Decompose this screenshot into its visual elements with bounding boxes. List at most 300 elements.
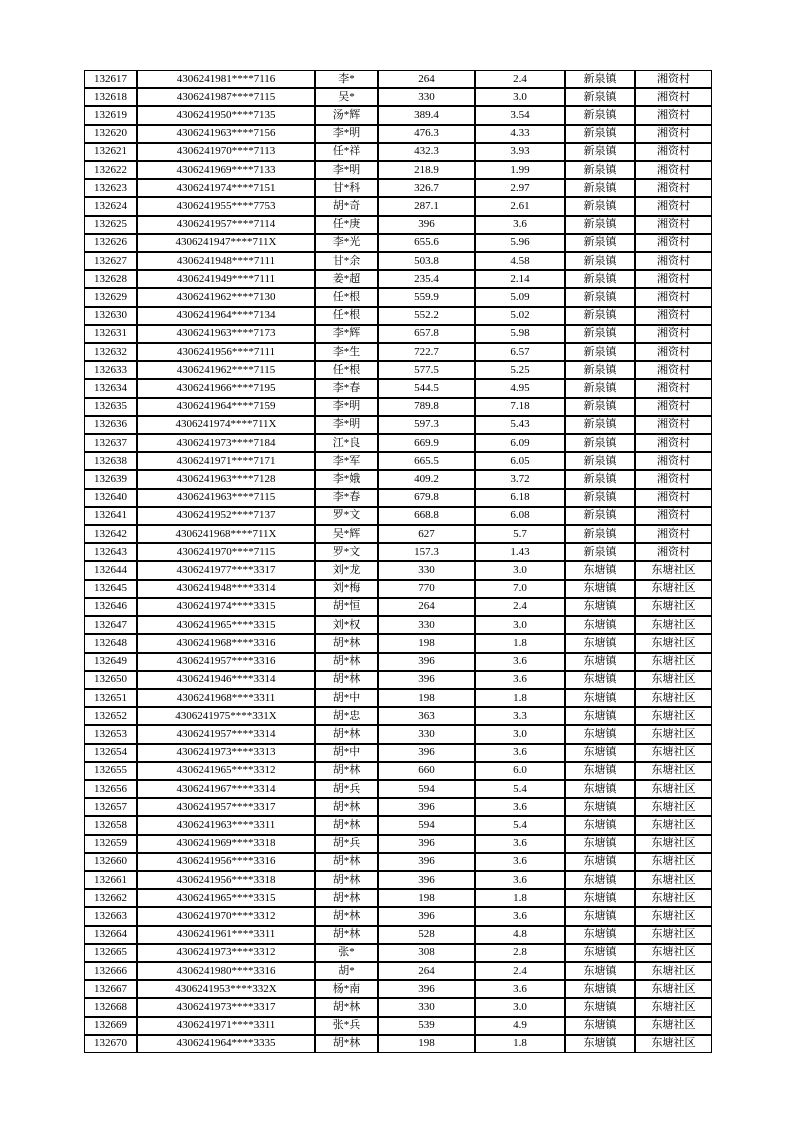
table-row <box>84 288 712 306</box>
table-row <box>84 926 712 944</box>
town-cell: 东塘镇 <box>565 944 635 962</box>
rate-cell: 3.0 <box>475 616 565 634</box>
town-cell: 东塘镇 <box>565 653 635 671</box>
masked-id-cell: 4306241967****3314 <box>137 780 315 798</box>
rate-cell: 3.6 <box>475 653 565 671</box>
name-cell: 胡*林 <box>315 762 378 780</box>
village-cell: 湘资村 <box>635 507 712 525</box>
name-cell: 任*庚 <box>315 216 378 234</box>
amount-cell: 627 <box>378 525 475 543</box>
amount-cell: 157.3 <box>378 543 475 561</box>
name-cell: 吴* <box>315 88 378 106</box>
amount-cell: 657.8 <box>378 325 475 343</box>
table-row <box>84 907 712 925</box>
town-cell: 新泉镇 <box>565 216 635 234</box>
village-cell: 湘资村 <box>635 379 712 397</box>
town-cell: 东塘镇 <box>565 561 635 579</box>
town-cell: 东塘镇 <box>565 907 635 925</box>
table-row <box>84 270 712 288</box>
village-cell: 东塘社区 <box>635 561 712 579</box>
rate-cell: 3.6 <box>475 835 565 853</box>
name-cell: 张*兵 <box>315 1017 378 1035</box>
name-cell: 任*根 <box>315 288 378 306</box>
amount-cell: 396 <box>378 671 475 689</box>
amount-cell: 218.9 <box>378 161 475 179</box>
rate-cell: 1.8 <box>475 634 565 652</box>
town-cell: 东塘镇 <box>565 980 635 998</box>
serial-number-cell: 132655 <box>84 762 137 780</box>
masked-id-cell: 4306241964****7134 <box>137 307 315 325</box>
rate-cell: 3.54 <box>475 106 565 124</box>
serial-number-cell: 132653 <box>84 725 137 743</box>
serial-number-cell: 132642 <box>84 525 137 543</box>
rate-cell: 5.4 <box>475 816 565 834</box>
town-cell: 东塘镇 <box>565 744 635 762</box>
amount-cell: 559.9 <box>378 288 475 306</box>
name-cell: 胡*林 <box>315 926 378 944</box>
masked-id-cell: 4306241952****7137 <box>137 507 315 525</box>
village-cell: 湘资村 <box>635 307 712 325</box>
rate-cell: 2.14 <box>475 270 565 288</box>
town-cell: 东塘镇 <box>565 1035 635 1053</box>
rate-cell: 3.0 <box>475 88 565 106</box>
table-row <box>84 561 712 579</box>
serial-number-cell: 132637 <box>84 434 137 452</box>
name-cell: 胡*林 <box>315 889 378 907</box>
table-row <box>84 489 712 507</box>
name-cell: 胡*林 <box>315 634 378 652</box>
village-cell: 东塘社区 <box>635 835 712 853</box>
amount-cell: 264 <box>378 70 475 88</box>
town-cell: 新泉镇 <box>565 234 635 252</box>
town-cell: 新泉镇 <box>565 525 635 543</box>
amount-cell: 198 <box>378 889 475 907</box>
masked-id-cell: 4306241956****7111 <box>137 343 315 361</box>
town-cell: 东塘镇 <box>565 762 635 780</box>
table-row <box>84 871 712 889</box>
table-row <box>84 725 712 743</box>
name-cell: 李*明 <box>315 398 378 416</box>
village-cell: 东塘社区 <box>635 926 712 944</box>
village-cell: 湘资村 <box>635 252 712 270</box>
rate-cell: 3.6 <box>475 980 565 998</box>
serial-number-cell: 132668 <box>84 998 137 1016</box>
name-cell: 李*娥 <box>315 470 378 488</box>
village-cell: 湘资村 <box>635 143 712 161</box>
amount-cell: 396 <box>378 744 475 762</box>
town-cell: 新泉镇 <box>565 543 635 561</box>
table-row <box>84 634 712 652</box>
serial-number-cell: 132628 <box>84 270 137 288</box>
town-cell: 东塘镇 <box>565 616 635 634</box>
village-cell: 东塘社区 <box>635 653 712 671</box>
serial-number-cell: 132656 <box>84 780 137 798</box>
masked-id-cell: 4306241969****7133 <box>137 161 315 179</box>
amount-cell: 330 <box>378 725 475 743</box>
masked-id-cell: 4306241980****3316 <box>137 962 315 980</box>
masked-id-cell: 4306241957****3314 <box>137 725 315 743</box>
village-cell: 湘资村 <box>635 361 712 379</box>
town-cell: 新泉镇 <box>565 179 635 197</box>
table-row <box>84 671 712 689</box>
rate-cell: 4.33 <box>475 125 565 143</box>
rate-cell: 3.6 <box>475 216 565 234</box>
amount-cell: 396 <box>378 653 475 671</box>
name-cell: 胡*林 <box>315 853 378 871</box>
name-cell: 胡*中 <box>315 689 378 707</box>
town-cell: 新泉镇 <box>565 161 635 179</box>
name-cell: 李*春 <box>315 489 378 507</box>
masked-id-cell: 4306241964****7159 <box>137 398 315 416</box>
table-row <box>84 106 712 124</box>
amount-cell: 668.8 <box>378 507 475 525</box>
rate-cell: 5.4 <box>475 780 565 798</box>
amount-cell: 330 <box>378 616 475 634</box>
town-cell: 新泉镇 <box>565 470 635 488</box>
village-cell: 东塘社区 <box>635 871 712 889</box>
village-cell: 湘资村 <box>635 343 712 361</box>
name-cell: 李*辉 <box>315 325 378 343</box>
town-cell: 东塘镇 <box>565 998 635 1016</box>
village-cell: 东塘社区 <box>635 907 712 925</box>
table-row <box>84 543 712 561</box>
amount-cell: 577.5 <box>378 361 475 379</box>
village-cell: 东塘社区 <box>635 762 712 780</box>
masked-id-cell: 4306241962****7115 <box>137 361 315 379</box>
rate-cell: 6.09 <box>475 434 565 452</box>
serial-number-cell: 132619 <box>84 106 137 124</box>
town-cell: 东塘镇 <box>565 689 635 707</box>
village-cell: 湘资村 <box>635 216 712 234</box>
amount-cell: 597.3 <box>378 416 475 434</box>
town-cell: 新泉镇 <box>565 143 635 161</box>
table-row <box>84 125 712 143</box>
masked-id-cell: 4306241947****711X <box>137 234 315 252</box>
serial-number-cell: 132670 <box>84 1035 137 1053</box>
masked-id-cell: 4306241970****7113 <box>137 143 315 161</box>
town-cell: 新泉镇 <box>565 416 635 434</box>
table-row <box>84 434 712 452</box>
table-row <box>84 470 712 488</box>
masked-id-cell: 4306241957****7114 <box>137 216 315 234</box>
rate-cell: 3.6 <box>475 871 565 889</box>
table-row <box>84 744 712 762</box>
masked-id-cell: 4306241987****7115 <box>137 88 315 106</box>
masked-id-cell: 4306241975****331X <box>137 707 315 725</box>
rate-cell: 6.05 <box>475 452 565 470</box>
name-cell: 胡*忠 <box>315 707 378 725</box>
table-row <box>84 398 712 416</box>
town-cell: 新泉镇 <box>565 325 635 343</box>
table-row <box>84 616 712 634</box>
town-cell: 新泉镇 <box>565 361 635 379</box>
village-cell: 湘资村 <box>635 452 712 470</box>
rate-cell: 7.0 <box>475 580 565 598</box>
name-cell: 杨*南 <box>315 980 378 998</box>
serial-number-cell: 132634 <box>84 379 137 397</box>
village-cell: 东塘社区 <box>635 962 712 980</box>
serial-number-cell: 132662 <box>84 889 137 907</box>
town-cell: 新泉镇 <box>565 307 635 325</box>
village-cell: 东塘社区 <box>635 889 712 907</box>
town-cell: 新泉镇 <box>565 288 635 306</box>
rate-cell: 4.95 <box>475 379 565 397</box>
table-row <box>84 944 712 962</box>
town-cell: 东塘镇 <box>565 598 635 616</box>
serial-number-cell: 132625 <box>84 216 137 234</box>
village-cell: 湘资村 <box>635 398 712 416</box>
masked-id-cell: 4306241956****3318 <box>137 871 315 889</box>
town-cell: 新泉镇 <box>565 106 635 124</box>
masked-id-cell: 4306241965****3312 <box>137 762 315 780</box>
rate-cell: 3.6 <box>475 853 565 871</box>
masked-id-cell: 4306241961****3311 <box>137 926 315 944</box>
name-cell: 吴*辉 <box>315 525 378 543</box>
masked-id-cell: 4306241966****7195 <box>137 379 315 397</box>
table-row <box>84 580 712 598</box>
amount-cell: 665.5 <box>378 452 475 470</box>
masked-id-cell: 4306241970****3312 <box>137 907 315 925</box>
rate-cell: 2.61 <box>475 197 565 215</box>
name-cell: 罗*文 <box>315 543 378 561</box>
serial-number-cell: 132667 <box>84 980 137 998</box>
amount-cell: 594 <box>378 816 475 834</box>
name-cell: 胡*兵 <box>315 835 378 853</box>
amount-cell: 544.5 <box>378 379 475 397</box>
masked-id-cell: 4306241946****3314 <box>137 671 315 689</box>
name-cell: 罗*文 <box>315 507 378 525</box>
town-cell: 东塘镇 <box>565 634 635 652</box>
masked-id-cell: 4306241957****3317 <box>137 798 315 816</box>
town-cell: 东塘镇 <box>565 780 635 798</box>
masked-id-cell: 4306241968****3311 <box>137 689 315 707</box>
masked-id-cell: 4306241981****7116 <box>137 70 315 88</box>
rate-cell: 1.43 <box>475 543 565 561</box>
masked-id-cell: 4306241977****3317 <box>137 561 315 579</box>
masked-id-cell: 4306241957****3316 <box>137 653 315 671</box>
village-cell: 湘资村 <box>635 434 712 452</box>
amount-cell: 235.4 <box>378 270 475 288</box>
rate-cell: 5.98 <box>475 325 565 343</box>
town-cell: 新泉镇 <box>565 379 635 397</box>
amount-cell: 198 <box>378 689 475 707</box>
serial-number-cell: 132632 <box>84 343 137 361</box>
village-cell: 湘资村 <box>635 288 712 306</box>
serial-number-cell: 132640 <box>84 489 137 507</box>
rate-cell: 5.43 <box>475 416 565 434</box>
serial-number-cell: 132633 <box>84 361 137 379</box>
table-row <box>84 707 712 725</box>
name-cell: 李*生 <box>315 343 378 361</box>
serial-number-cell: 132649 <box>84 653 137 671</box>
table-row <box>84 70 712 88</box>
village-cell: 东塘社区 <box>635 998 712 1016</box>
rate-cell: 3.6 <box>475 798 565 816</box>
table-row <box>84 379 712 397</box>
town-cell: 新泉镇 <box>565 507 635 525</box>
name-cell: 李*光 <box>315 234 378 252</box>
table-row <box>84 798 712 816</box>
amount-cell: 396 <box>378 907 475 925</box>
town-cell: 新泉镇 <box>565 270 635 288</box>
town-cell: 东塘镇 <box>565 926 635 944</box>
town-cell: 东塘镇 <box>565 1017 635 1035</box>
village-cell: 湘资村 <box>635 543 712 561</box>
rate-cell: 6.57 <box>475 343 565 361</box>
name-cell: 刘*梅 <box>315 580 378 598</box>
town-cell: 新泉镇 <box>565 252 635 270</box>
amount-cell: 330 <box>378 88 475 106</box>
masked-id-cell: 4306241974****711X <box>137 416 315 434</box>
serial-number-cell: 132665 <box>84 944 137 962</box>
masked-id-cell: 4306241948****3314 <box>137 580 315 598</box>
village-cell: 东塘社区 <box>635 744 712 762</box>
amount-cell: 396 <box>378 216 475 234</box>
serial-number-cell: 132644 <box>84 561 137 579</box>
village-cell: 湘资村 <box>635 70 712 88</box>
serial-number-cell: 132623 <box>84 179 137 197</box>
village-cell: 湘资村 <box>635 525 712 543</box>
serial-number-cell: 132638 <box>84 452 137 470</box>
rate-cell: 2.4 <box>475 962 565 980</box>
masked-id-cell: 4306241971****3311 <box>137 1017 315 1035</box>
serial-number-cell: 132654 <box>84 744 137 762</box>
serial-number-cell: 132664 <box>84 926 137 944</box>
village-cell: 东塘社区 <box>635 1017 712 1035</box>
village-cell: 东塘社区 <box>635 944 712 962</box>
table-row <box>84 598 712 616</box>
rate-cell: 6.08 <box>475 507 565 525</box>
table-row <box>84 889 712 907</box>
village-cell: 湘资村 <box>635 106 712 124</box>
amount-cell: 396 <box>378 835 475 853</box>
name-cell: 李* <box>315 70 378 88</box>
table-row <box>84 452 712 470</box>
table-row <box>84 416 712 434</box>
village-cell: 东塘社区 <box>635 780 712 798</box>
serial-number-cell: 132651 <box>84 689 137 707</box>
town-cell: 新泉镇 <box>565 398 635 416</box>
table-row <box>84 88 712 106</box>
table-row <box>84 998 712 1016</box>
rate-cell: 1.99 <box>475 161 565 179</box>
rate-cell: 2.4 <box>475 70 565 88</box>
masked-id-cell: 4306241964****3335 <box>137 1035 315 1053</box>
masked-id-cell: 4306241949****7111 <box>137 270 315 288</box>
name-cell: 甘*科 <box>315 179 378 197</box>
name-cell: 张* <box>315 944 378 962</box>
rate-cell: 1.8 <box>475 1035 565 1053</box>
village-cell: 湘资村 <box>635 270 712 288</box>
village-cell: 湘资村 <box>635 88 712 106</box>
masked-id-cell: 4306241968****3316 <box>137 634 315 652</box>
amount-cell: 363 <box>378 707 475 725</box>
table-row <box>84 507 712 525</box>
town-cell: 新泉镇 <box>565 197 635 215</box>
amount-cell: 476.3 <box>378 125 475 143</box>
masked-id-cell: 4306241971****7171 <box>137 452 315 470</box>
amount-cell: 552.2 <box>378 307 475 325</box>
table-row <box>84 216 712 234</box>
village-cell: 湘资村 <box>635 197 712 215</box>
village-cell: 东塘社区 <box>635 725 712 743</box>
rate-cell: 3.3 <box>475 707 565 725</box>
town-cell: 新泉镇 <box>565 489 635 507</box>
amount-cell: 326.7 <box>378 179 475 197</box>
name-cell: 李*军 <box>315 452 378 470</box>
serial-number-cell: 132643 <box>84 543 137 561</box>
town-cell: 东塘镇 <box>565 816 635 834</box>
masked-id-cell: 4306241948****7111 <box>137 252 315 270</box>
amount-cell: 308 <box>378 944 475 962</box>
serial-number-cell: 132617 <box>84 70 137 88</box>
table-row <box>84 143 712 161</box>
name-cell: 甘*余 <box>315 252 378 270</box>
table-row <box>84 179 712 197</box>
town-cell: 新泉镇 <box>565 70 635 88</box>
serial-number-cell: 132657 <box>84 798 137 816</box>
village-cell: 湘资村 <box>635 489 712 507</box>
name-cell: 李*明 <box>315 416 378 434</box>
amount-cell: 330 <box>378 998 475 1016</box>
amount-cell: 669.9 <box>378 434 475 452</box>
amount-cell: 396 <box>378 980 475 998</box>
village-cell: 东塘社区 <box>635 689 712 707</box>
rate-cell: 6.0 <box>475 762 565 780</box>
serial-number-cell: 132660 <box>84 853 137 871</box>
name-cell: 李*春 <box>315 379 378 397</box>
masked-id-cell: 4306241974****3315 <box>137 598 315 616</box>
amount-cell: 660 <box>378 762 475 780</box>
town-cell: 东塘镇 <box>565 707 635 725</box>
serial-number-cell: 132631 <box>84 325 137 343</box>
table-row <box>84 962 712 980</box>
masked-id-cell: 4306241973****7184 <box>137 434 315 452</box>
serial-number-cell: 132648 <box>84 634 137 652</box>
table-row <box>84 325 712 343</box>
name-cell: 刘*龙 <box>315 561 378 579</box>
village-cell: 湘资村 <box>635 416 712 434</box>
serial-number-cell: 132666 <box>84 962 137 980</box>
amount-cell: 594 <box>378 780 475 798</box>
amount-cell: 503.8 <box>378 252 475 270</box>
town-cell: 东塘镇 <box>565 962 635 980</box>
village-cell: 东塘社区 <box>635 816 712 834</box>
serial-number-cell: 132624 <box>84 197 137 215</box>
masked-id-cell: 4306241950****7135 <box>137 106 315 124</box>
serial-number-cell: 132645 <box>84 580 137 598</box>
town-cell: 东塘镇 <box>565 798 635 816</box>
records-table <box>84 70 712 1053</box>
amount-cell: 655.6 <box>378 234 475 252</box>
masked-id-cell: 4306241973****3313 <box>137 744 315 762</box>
town-cell: 东塘镇 <box>565 835 635 853</box>
table-row <box>84 1017 712 1035</box>
amount-cell: 396 <box>378 871 475 889</box>
records-table-body <box>84 70 712 1053</box>
serial-number-cell: 132647 <box>84 616 137 634</box>
name-cell: 胡* <box>315 962 378 980</box>
amount-cell: 264 <box>378 962 475 980</box>
serial-number-cell: 132652 <box>84 707 137 725</box>
serial-number-cell: 132659 <box>84 835 137 853</box>
rate-cell: 4.9 <box>475 1017 565 1035</box>
table-row <box>84 780 712 798</box>
table-row <box>84 653 712 671</box>
name-cell: 胡*林 <box>315 798 378 816</box>
masked-id-cell: 4306241974****7151 <box>137 179 315 197</box>
name-cell: 胡*林 <box>315 816 378 834</box>
